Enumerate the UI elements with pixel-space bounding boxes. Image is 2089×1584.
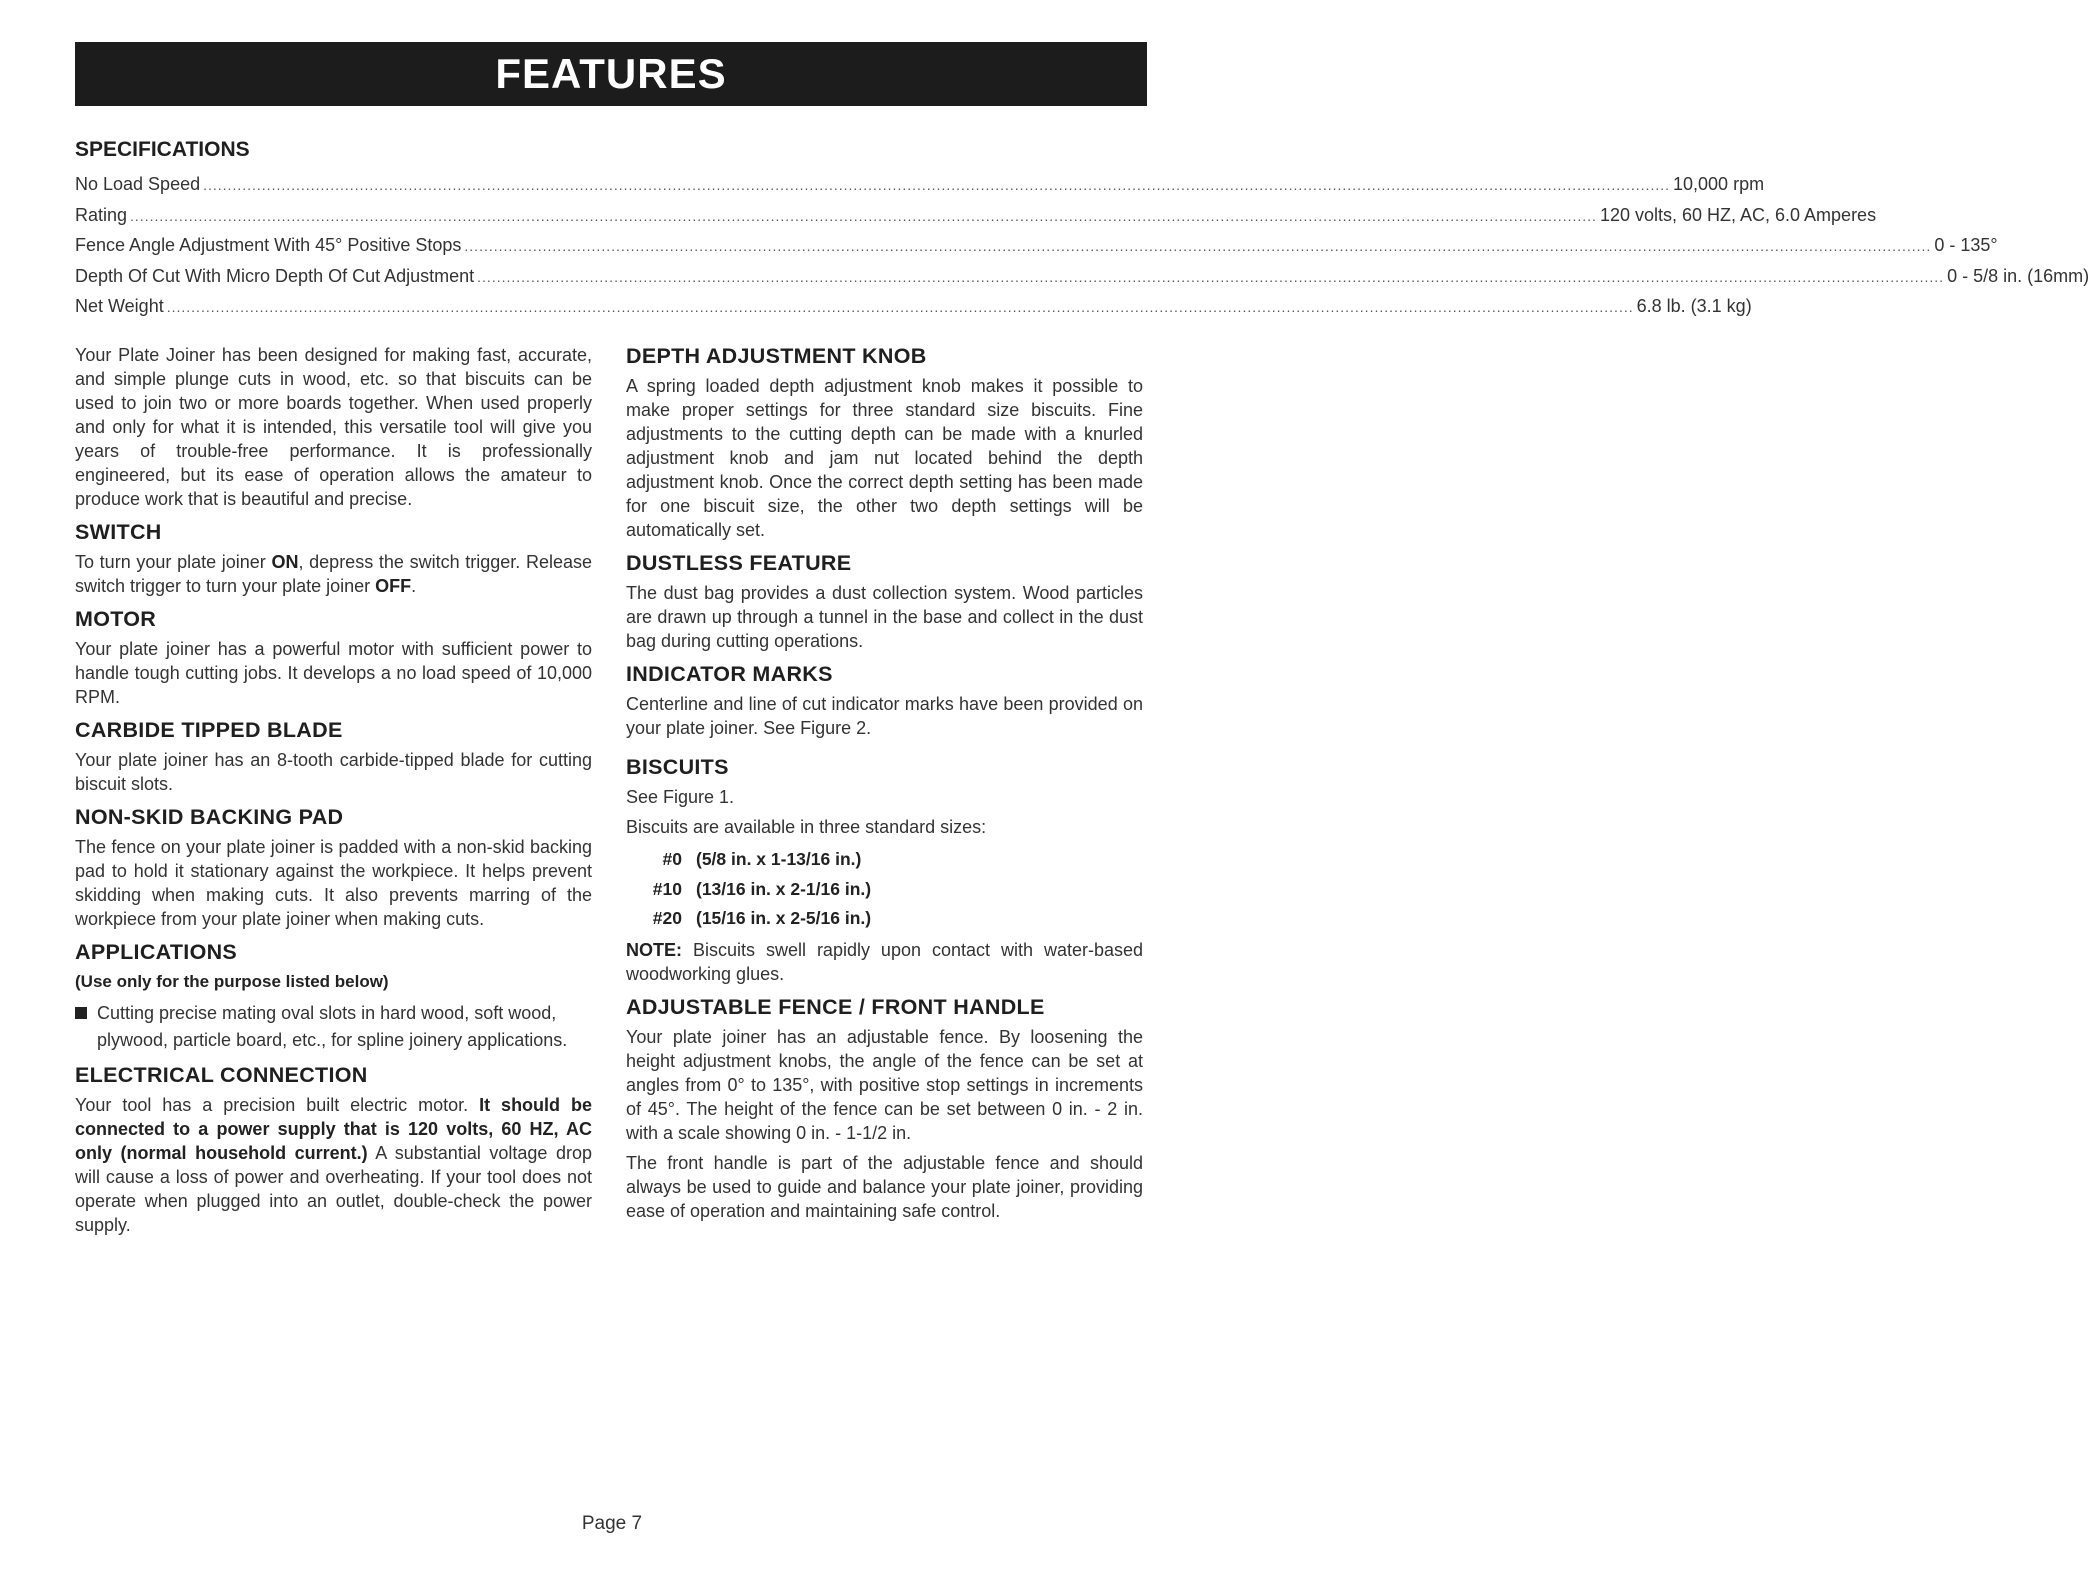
- biscuits-section: [626, 754, 1143, 986]
- backing-pad-section: [75, 804, 592, 931]
- leader-dots: ............................................................................................................................................................................................................................................................................................................: [166, 299, 1634, 315]
- applications-heading: APPLICATIONS: [75, 940, 238, 964]
- list-item: [644, 904, 1143, 934]
- text-run: A substantial voltage drop will cause a loss of power and overheating. If your tool does not operate when plugged into an outlet, double-check the power supply.: [75, 1143, 592, 1235]
- spec-row: [75, 262, 2089, 293]
- applications-section: [75, 939, 592, 1054]
- electrical-paragraph: [75, 1093, 592, 1237]
- right-column: [626, 343, 1143, 1231]
- size-number: #20: [652, 908, 682, 928]
- off-keyword: OFF: [375, 576, 412, 596]
- spec-value: 0 - 135°: [1934, 235, 1998, 255]
- blade-paragraph: Your plate joiner has an 8-tooth carbide-tipped blade for cutting biscuit slots.: [75, 750, 592, 794]
- size-number: #0: [662, 849, 682, 869]
- spec-value: 6.8 lb. (3.1 kg): [1636, 296, 1752, 316]
- dustless-paragraph: The dust bag provides a dust collection system. Wood particles are drawn up through a tunnel in the base and collect in the dust bag during cutting operations.: [626, 583, 1143, 651]
- spec-value: 0 - 5/8 in. (16mm): [1947, 265, 2089, 286]
- on-keyword: ON: [271, 552, 299, 572]
- blade-section: [75, 717, 592, 796]
- size-dimensions: (5/8 in. x 1-13/16 in.): [696, 849, 862, 869]
- intro-paragraph: Your Plate Joiner has been designed for making fast, accurate, and simple plunge cuts in wood, etc. so that biscuits can be used to join two or more boards together. When used properly and only for what it is intended, this versatile tool will give you years of trouble-free performance. It is professionally engineered, but its ease of operation allows the amateur to produce work that is beautiful and precise.: [75, 345, 592, 509]
- front-handle-paragraph: The front handle is part of the adjustable fence and should always be used to guide and balance your plate joiner, providing ease of operation and maintaining safe control.: [626, 1152, 1143, 1221]
- leader-dots: ............................................................................................................................................................................................................................................................................................................: [464, 238, 1932, 254]
- note-label: NOTE:: [626, 939, 682, 960]
- biscuits-note: [626, 938, 1143, 986]
- biscuits-heading: BISCUITS: [626, 755, 729, 779]
- fence-paragraph: Your plate joiner has an adjustable fence. By loosening the height adjustment knobs, the angle of the fence can be set at angles from 0° to 135°, with positive stop settings in increments of 45°. The height of the fence can be set between 0 in. - 2 in. with a scale showing 0 in. - 1-1/2 in.: [626, 1026, 1143, 1143]
- size-dimensions: (15/16 in. x 2-5/16 in.): [696, 908, 872, 928]
- text-run: Your tool has a precision built electric motor.: [75, 1095, 480, 1115]
- switch-paragraph: [75, 550, 592, 598]
- spec-row: [75, 231, 1998, 262]
- indicator-section: [626, 661, 1143, 740]
- spec-row: [75, 292, 1752, 323]
- list-item: [644, 875, 1143, 905]
- list-item: [644, 845, 1143, 875]
- electrical-heading: ELECTRICAL CONNECTION: [75, 1063, 368, 1087]
- specifications-heading: SPECIFICATIONS: [75, 138, 250, 161]
- electrical-section: [75, 1062, 592, 1237]
- spec-label: Depth Of Cut With Micro Depth Of Cut Adjustment: [75, 265, 475, 286]
- blade-heading: CARBIDE TIPPED BLADE: [75, 718, 343, 742]
- text-run: .: [411, 576, 417, 596]
- switch-heading: SWITCH: [75, 520, 162, 544]
- spec-value: 10,000 rpm: [1673, 174, 1765, 194]
- dustless-heading: DUSTLESS FEATURE: [626, 551, 852, 575]
- features-banner: [75, 42, 1147, 106]
- intro-section: [75, 343, 592, 511]
- leader-dots: ............................................................................................................................................................................................................................................................................................................: [203, 177, 1671, 193]
- specifications-section: [75, 138, 2089, 323]
- list-item: [75, 1000, 592, 1054]
- leader-dots: ............................................................................................................................................................................................................................................................................................................: [477, 268, 1945, 285]
- motor-paragraph: Your plate joiner has a powerful motor with sufficient power to handle tough cutting jobs. It develops a no load speed of 10,000 RPM.: [75, 639, 592, 707]
- left-column: [75, 343, 592, 1245]
- spec-label: No Load Speed: [75, 174, 201, 194]
- indicator-paragraph: Centerline and line of cut indicator marks have been provided on your plate joiner. See Figure 2.: [626, 694, 1143, 738]
- motor-heading: MOTOR: [75, 607, 157, 631]
- page-number: Page 7: [581, 1513, 643, 1534]
- indicator-heading: INDICATOR MARKS: [626, 662, 833, 686]
- spec-label: Rating: [75, 204, 128, 225]
- dustless-section: [626, 550, 1143, 653]
- text-run: To turn your plate joiner: [75, 552, 272, 572]
- size-dimensions: (13/16 in. x 2-1/16 in.): [696, 878, 872, 899]
- text-run: , depress the switch trigger. Release switch trigger to turn your plate joiner: [75, 552, 592, 596]
- motor-section: [75, 606, 592, 709]
- page-title: FEATURES: [495, 50, 727, 97]
- fence-heading: ADJUSTABLE FENCE / FRONT HANDLE: [626, 994, 1045, 1019]
- applications-subheading: (Use only for the purpose listed below): [75, 972, 389, 991]
- spec-row: [75, 201, 1877, 232]
- depth-knob-section: [626, 343, 1143, 542]
- power-requirement: It should be connected to a power supply that is 120 volts, 60 HZ, AC only (normal household current.): [75, 1095, 592, 1163]
- biscuits-intro: Biscuits are available in three standard sizes:: [626, 817, 987, 837]
- switch-section: [75, 519, 592, 598]
- spec-value: 120 volts, 60 HZ, AC, 6.0 Amperes: [1599, 204, 1877, 225]
- size-number: #10: [652, 878, 682, 899]
- spec-label: Fence Angle Adjustment With 45° Positive Stops: [75, 235, 462, 255]
- bullet-text: Cutting precise mating oval slots in hard wood, soft wood, plywood, particle board, etc., for spline joinery applications.: [97, 1003, 568, 1050]
- biscuits-see-figure: See Figure 1.: [626, 787, 735, 807]
- note-text: Biscuits swell rapidly upon contact with water-based woodworking glues.: [626, 939, 1143, 984]
- depth-knob-paragraph: A spring loaded depth adjustment knob makes it possible to make proper settings for three standard size biscuits. Fine adjustments to the cutting depth can be made with a knurled adjustment knob and jam nut located behind the depth adjustment knob. Once the correct depth setting has been made for one biscuit size, the other two depth settings will be automatically set.: [626, 376, 1143, 540]
- depth-knob-heading: DEPTH ADJUSTMENT KNOB: [626, 344, 927, 368]
- spec-label: Net Weight: [75, 296, 164, 316]
- biscuit-sizes: [644, 845, 1143, 934]
- spec-row: [75, 170, 1765, 201]
- backing-pad-paragraph: The fence on your plate joiner is padded with a non-skid backing pad to hold it stationary against the workpiece. It helps prevent skidding when making cuts. It also prevents marring of the workpiece from your plate joiner when making cuts.: [75, 837, 592, 929]
- leader-dots: ............................................................................................................................................................................................................................................................................................................: [130, 207, 1597, 224]
- backing-pad-heading: NON-SKID BACKING PAD: [75, 805, 344, 829]
- square-bullet-icon: [75, 1007, 87, 1019]
- fence-section: [626, 994, 1143, 1223]
